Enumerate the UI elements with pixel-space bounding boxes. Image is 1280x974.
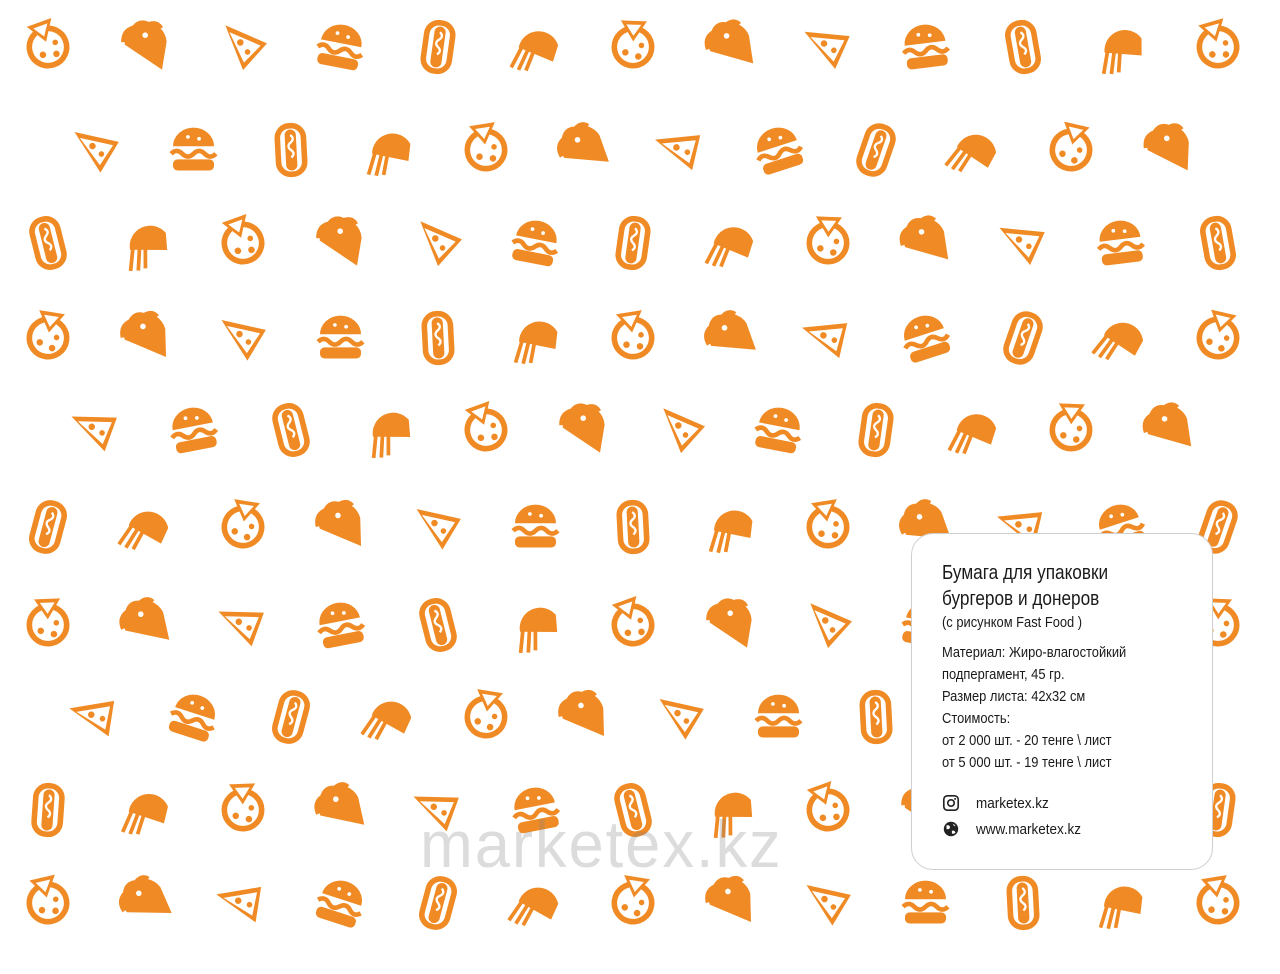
pizza-icon [809,216,848,262]
pizza-icon [465,688,509,738]
burger-icon [315,21,367,72]
pizza-slice-icon [72,132,119,173]
fries-icon [1095,26,1148,75]
burger-icon [1096,218,1146,266]
taco-icon [705,875,755,922]
spec-price-2000: от 2 000 шт. - 20 тенге \ лист [942,732,1112,749]
pizza-icon [27,309,71,359]
pizza-slice-icon [804,29,851,71]
taco-icon [120,598,169,644]
pizza-slice-icon [655,128,708,177]
hotdog-icon [619,502,648,552]
pizza-icon [222,498,266,548]
hotdog-icon [617,217,650,269]
taco-icon [315,499,365,546]
taco-icon [120,310,170,357]
fries-icon [707,509,756,554]
taco-icon [1142,121,1194,170]
hotdog-icon [424,313,453,363]
fries-icon [119,507,171,556]
hotdog-icon [277,125,306,175]
pizza-slice-icon [216,880,271,932]
burger-icon [313,875,369,930]
taco-icon [707,21,754,64]
hotdog-icon [1006,21,1040,73]
burger-icon [756,695,801,738]
pizza-slice-icon [219,320,266,361]
hotdog-icon [419,598,456,651]
taco-icon [555,121,609,172]
pizza-icon [1196,308,1242,360]
pizza-icon [1195,874,1239,924]
hotdog-icon [1003,311,1044,365]
taco-icon [116,873,172,926]
burger-icon [171,128,216,171]
hotdog-icon [29,500,67,554]
fries-icon [949,412,997,456]
fries-icon [509,883,561,932]
pizza-slice-icon [654,408,707,457]
instagram-handle: marketex.kz [976,794,1049,812]
pizza-slice-icon [71,410,121,455]
info-card [911,533,1213,870]
fries-icon [1092,316,1146,367]
pizza-slice-icon [802,316,855,365]
pizza-icon [1193,17,1241,70]
taco-icon [558,689,608,736]
burger-icon [318,316,363,359]
taco-icon [118,16,174,70]
spec-price-label: Стоимость: [942,710,1011,727]
spec-size: Размер листа: 42х32 см [942,688,1086,705]
burger-icon [897,310,953,365]
spec-material-cont: подпергамент, 45 гр. [942,666,1065,683]
pizza-icon [614,20,653,66]
taco-icon [315,783,364,829]
pizza-icon [24,873,70,925]
spec-material: Материал: Жиро-влагостойкий [942,644,1127,661]
hotdog-icon [1009,878,1038,928]
burger-icon [753,404,805,455]
fries-icon [365,132,414,177]
pizza-icon [1052,403,1091,449]
burger-icon [903,881,948,924]
burger-icon [167,404,219,455]
globe-icon [942,820,960,838]
card-title-line2: бургеров и донеров [942,588,1100,610]
watermark: marketex.kz [420,807,783,881]
burger-icon [510,217,562,268]
fries-icon [1097,885,1146,930]
pizza-slice-icon [657,699,704,740]
pizza-icon [610,309,654,359]
burger-icon [513,505,558,548]
taco-icon [902,217,949,260]
taco-icon [313,212,369,266]
hotdog-icon [422,21,455,73]
pizza-icon [28,598,67,644]
pizza-slice-icon [414,509,461,550]
hotdog-icon [856,123,897,177]
taco-icon [702,309,756,360]
fries-icon [362,697,414,746]
pizza-slice-icon [411,221,464,270]
pizza-icon [460,399,510,454]
hotdog-icon [272,690,310,744]
pizza-slice-icon [69,694,124,746]
pizza-slice-icon [801,603,854,652]
pizza-slice-icon [218,605,268,650]
card-title-line1: Бумага для упаковки [942,562,1109,584]
pizza-icon [1049,120,1095,172]
pizza-slice-icon [999,225,1046,267]
taco-icon [1145,404,1192,447]
fries-icon [945,128,999,179]
pizza-icon [805,498,849,548]
fries-icon [362,408,417,460]
website-url: www.marketex.kz [976,820,1082,838]
pizza-icon [802,779,852,834]
hotdog-icon [29,216,66,269]
burger-icon [314,599,366,650]
burger-icon [166,689,222,744]
fries-icon [509,603,564,655]
pizza-slice-icon [804,885,851,926]
pizza-icon [223,783,262,829]
pizza-icon [463,121,507,171]
pizza-icon [217,212,267,267]
hotdog-icon [862,692,891,742]
fries-icon [511,29,559,73]
hotdog-icon [33,785,62,835]
taco-icon [556,399,612,453]
taco-icon [703,594,759,648]
card-subtitle: (с рисунком Fast Food ) [942,614,1083,631]
hotdog-icon [860,404,893,456]
pizza-icon [607,594,657,649]
pizza-icon [22,16,72,71]
hotdog-icon [272,403,309,456]
website-contact[interactable] [942,816,1192,842]
fries-icon [119,221,174,273]
fries-icon [706,225,754,269]
instagram-contact[interactable] [942,790,1192,816]
spec-price-5000: от 5 000 шт. - 19 тенге \ лист [942,754,1112,771]
burger-icon [901,22,951,70]
fries-icon [512,320,561,365]
hotdog-icon [1201,217,1235,269]
pizza-slice-icon [216,25,269,74]
hotdog-icon [419,876,457,930]
instagram-icon [942,794,960,812]
burger-icon [750,122,806,177]
fries-icon [123,794,168,835]
